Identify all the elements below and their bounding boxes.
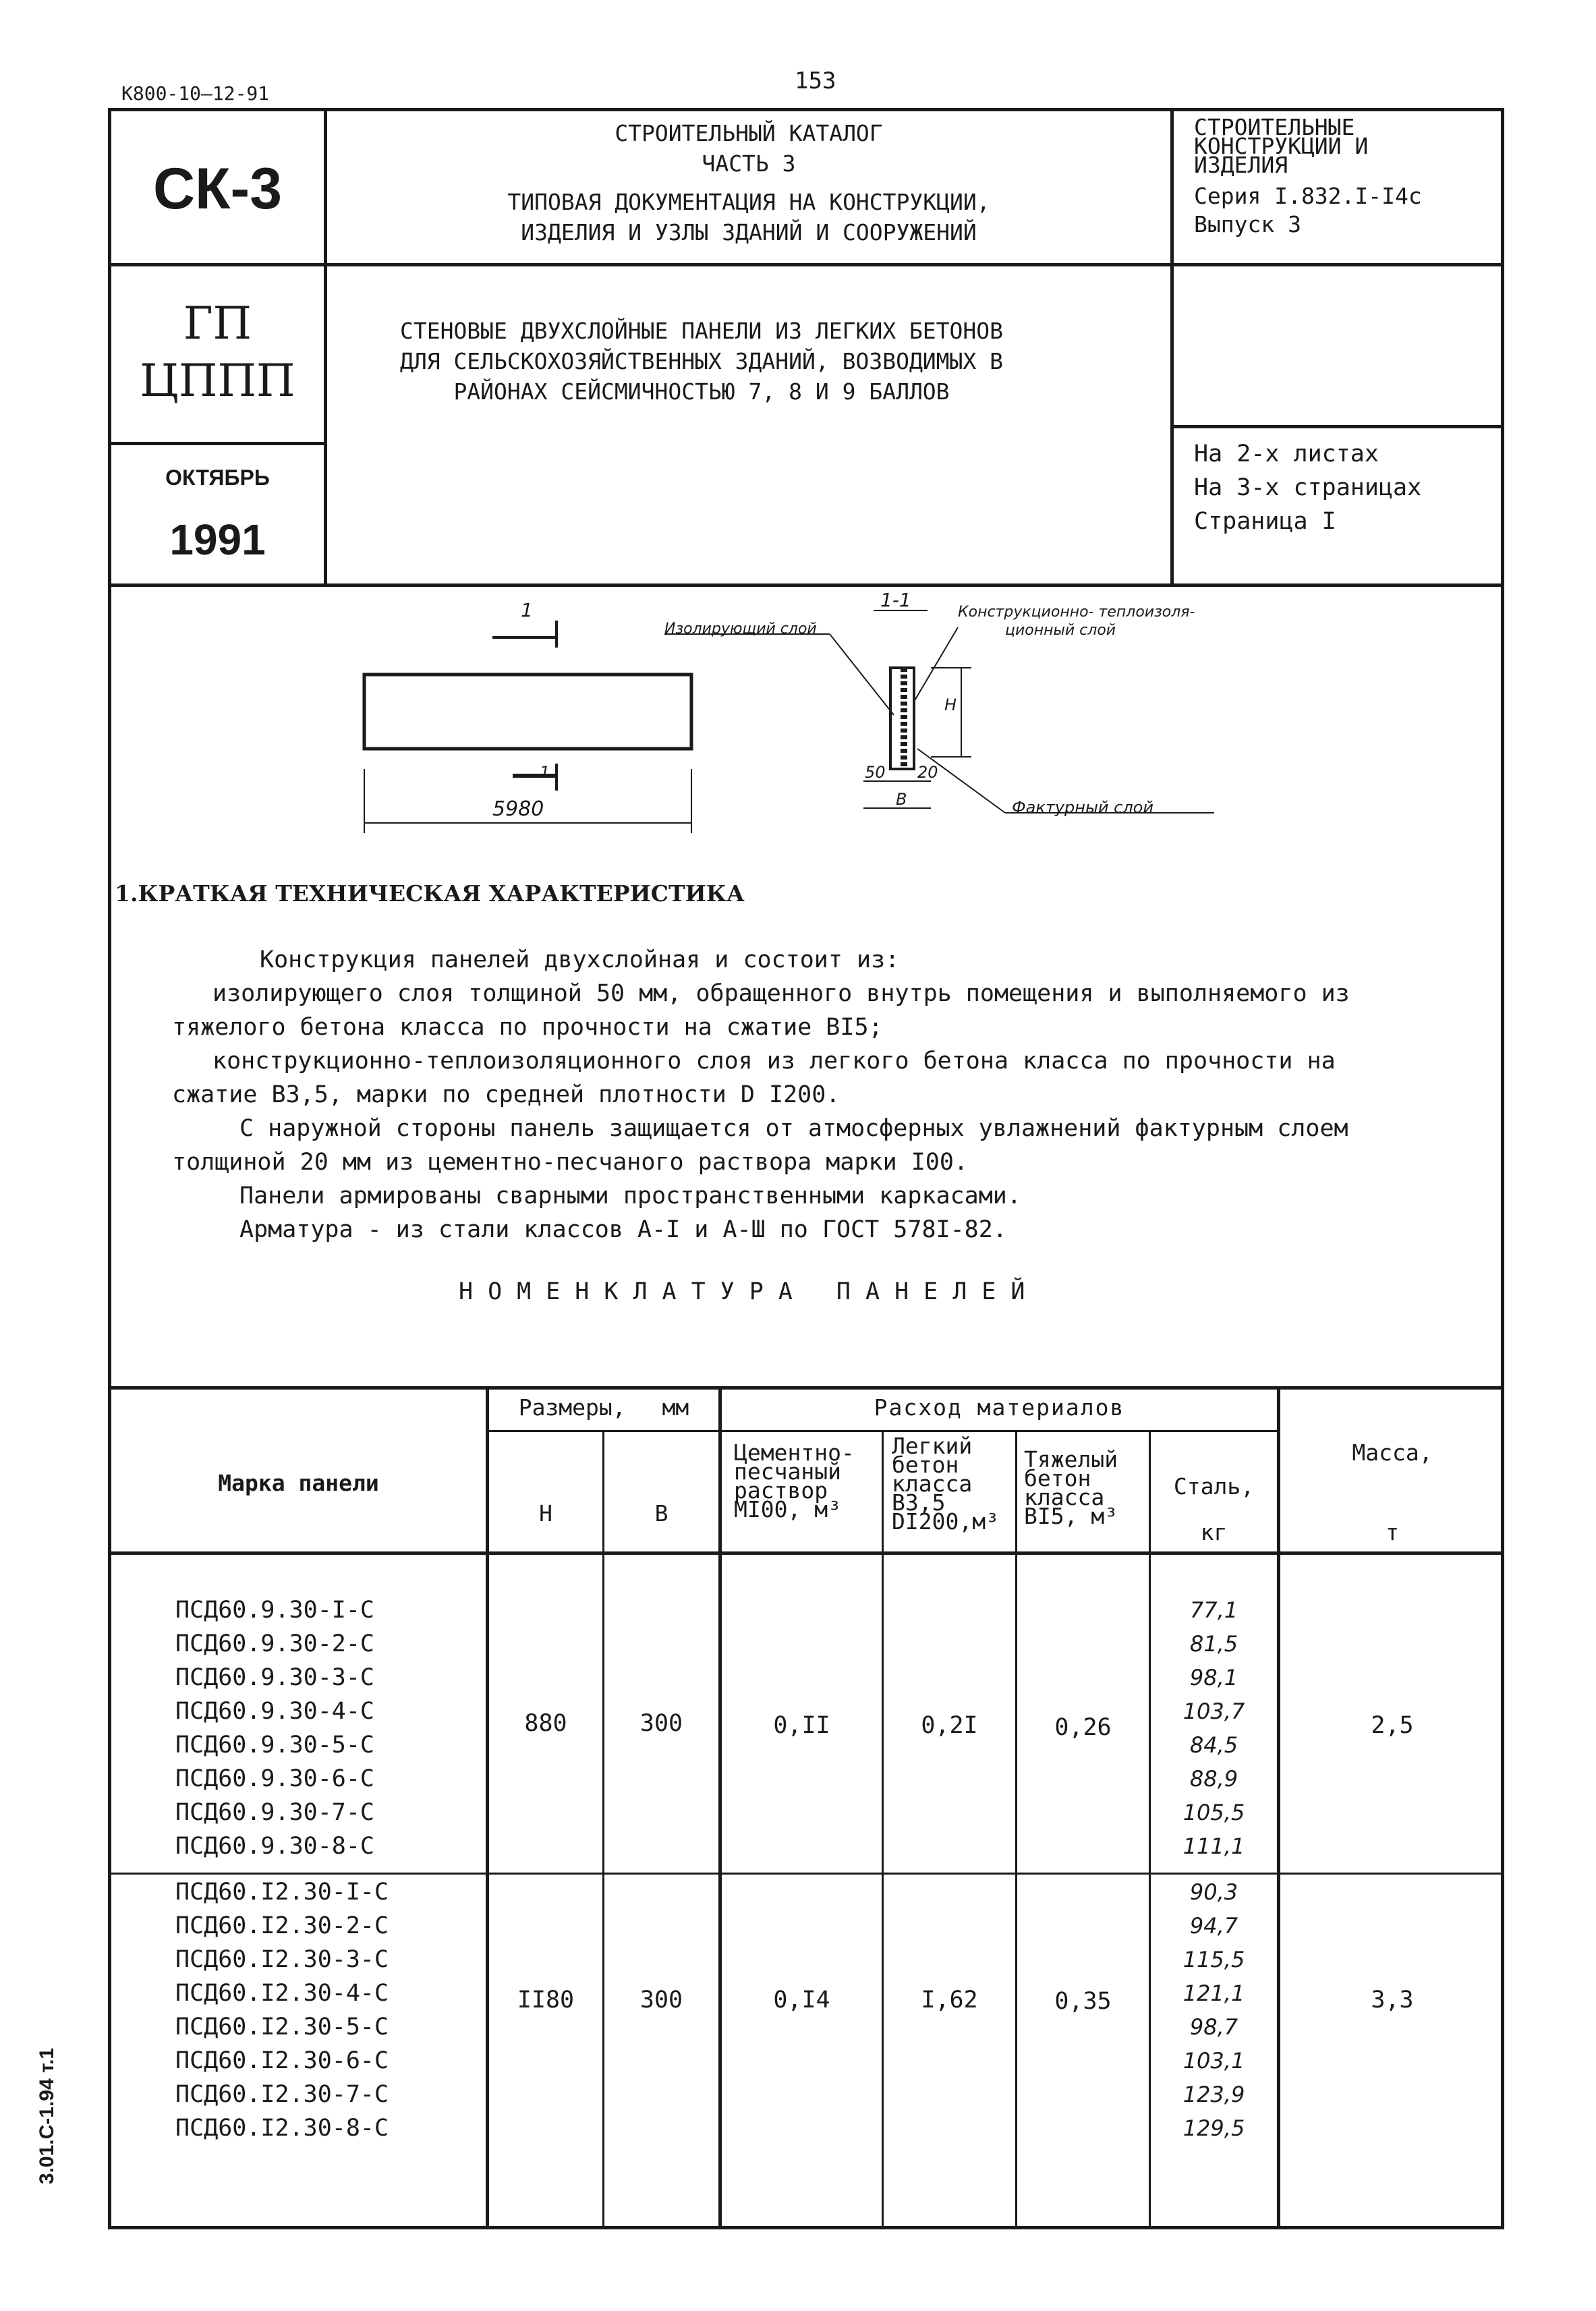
table-row-mark: ПСД60.I2.30-3-С bbox=[175, 1946, 389, 1973]
title-line: РАЙОНАХ СЕЙСМИЧНОСТЬЮ 7, 8 И 9 БАЛЛОВ bbox=[453, 378, 950, 405]
table-row-mark: ПСД60.9.30-7-С bbox=[175, 1799, 375, 1826]
table-row-mark: ПСД60.I2.30-I-С bbox=[175, 1879, 389, 1906]
group1-heavy: 0,26 bbox=[1054, 1714, 1112, 1741]
org-line-1: ГП bbox=[183, 297, 252, 349]
steel-value: 84,5 bbox=[1189, 1732, 1238, 1758]
col-mortar-header bbox=[734, 1439, 879, 1522]
col-mass-unit: т bbox=[1386, 1519, 1399, 1545]
issue-line: Выпуск 3 bbox=[1194, 211, 1301, 237]
insulating-layer-label: Изолирующий слой bbox=[664, 621, 817, 637]
col-heavy-header bbox=[1024, 1446, 1149, 1529]
table-row-mark: ПСД60.9.30-5-С bbox=[175, 1732, 375, 1759]
paragraph: Панели армированы сварными пространственными каркасами. bbox=[239, 1182, 1021, 1209]
catalog-line: ТИПОВАЯ ДОКУМЕНТАЦИЯ НА КОНСТРУКЦИИ, bbox=[507, 189, 990, 215]
group1-light: 0,2I bbox=[921, 1712, 978, 1739]
table-row-mark: ПСД60.I2.30-5-С bbox=[175, 2014, 389, 2041]
section-line: КОНСТРУКЦИИ И bbox=[1194, 133, 1369, 159]
heavy-line: Тяжелый bbox=[1024, 1446, 1118, 1473]
paragraph: Арматура - из стали классов А-I и А-Ш по ГОСТ 578I-82. bbox=[239, 1216, 1007, 1243]
steel-value: 103,1 bbox=[1182, 2048, 1245, 2074]
table-top bbox=[108, 1386, 1504, 1390]
steel-value: 98,1 bbox=[1189, 1665, 1238, 1690]
structural-layer-label-1: Конструкционно- теплоизоля- bbox=[958, 604, 1195, 621]
panel-outline bbox=[364, 675, 691, 749]
section-line: ИЗДЕЛИЯ bbox=[1194, 152, 1288, 178]
paragraph: толщиной 20 мм из цементно-песчаного раствора марки I00. bbox=[172, 1149, 969, 1176]
paragraph: тяжелого бетона класса по прочности на сжатие BI5; bbox=[172, 1014, 883, 1041]
group1-marks bbox=[175, 1593, 374, 1863]
group2-heavy: 0,35 bbox=[1054, 1988, 1112, 2015]
table-row-mark: ПСД60.9.30-6-С bbox=[175, 1765, 375, 1792]
leader-insulating-diag bbox=[830, 634, 894, 715]
light-line: класса bbox=[892, 1471, 973, 1497]
col-consumption-header: Расход материалов bbox=[874, 1394, 1125, 1421]
paragraph: сжатие В3,5, марки по средней плотности D I200. bbox=[172, 1081, 840, 1108]
table-row-mark: ПСД60.I2.30-7-С bbox=[175, 2081, 389, 2108]
steel-value: 103,7 bbox=[1182, 1699, 1245, 1724]
section-line: СТРОИТЕЛЬНЫЕ bbox=[1194, 114, 1355, 140]
year: 1991 bbox=[169, 515, 266, 564]
title-line: ДЛЯ СЕЛЬСКОХОЗЯЙСТВЕННЫХ ЗДАНИЙ, ВОЗВОДИМЫХ В bbox=[399, 348, 1004, 374]
col-light-header bbox=[892, 1433, 1013, 1535]
table-group-divider bbox=[108, 1873, 1504, 1875]
table-row-mark: ПСД60.I2.30-4-С bbox=[175, 1980, 389, 2007]
steel-value: 111,1 bbox=[1182, 1833, 1245, 1859]
table-row-mark: ПСД60.I2.30-2-С bbox=[175, 1912, 389, 1939]
col-mark-header: Марка панели bbox=[218, 1470, 379, 1496]
group1-steel bbox=[1151, 1593, 1277, 1863]
sheets-line: На 2-х листах bbox=[1194, 440, 1379, 467]
col-sizes-header bbox=[489, 1395, 718, 1420]
light-line: DI200,м³ bbox=[892, 1508, 999, 1535]
paragraph: Конструкция панелей двухслойная и состоит из: bbox=[260, 946, 900, 973]
header-row-line-2r bbox=[1170, 425, 1504, 428]
title-line: СТЕНОВЫЕ ДВУХСЛОЙНЫЕ ПАНЕЛИ ИЗ ЛЕГКИХ БЕТОНОВ bbox=[399, 318, 1004, 344]
sheets-info bbox=[1194, 437, 1421, 538]
sheets-line: Страница I bbox=[1194, 508, 1336, 535]
group1-h: 880 bbox=[524, 1710, 567, 1737]
section-label: 1-1 bbox=[880, 589, 911, 611]
steel-value: 94,7 bbox=[1189, 1913, 1238, 1939]
light-line: Легкий bbox=[892, 1433, 973, 1459]
sheets-line: На 3-х страницах bbox=[1194, 474, 1422, 501]
section-mark-bottom: 1 bbox=[540, 763, 550, 782]
series-line: Серия I.832.I-I4с bbox=[1194, 183, 1422, 209]
dim-20: 20 bbox=[917, 763, 938, 782]
paragraph: конструкционно-теплоизоляционного слоя из легкого бетона класса по прочности на bbox=[212, 1048, 1336, 1075]
steel-value: 123,9 bbox=[1182, 2082, 1245, 2107]
table-header-bottom bbox=[108, 1551, 1504, 1555]
catalog-title bbox=[327, 118, 1170, 248]
group2-light: I,62 bbox=[921, 1987, 978, 2014]
org-line-2: ЦППП bbox=[140, 355, 295, 407]
steel-value: 121,1 bbox=[1182, 1980, 1245, 2006]
side-code: 3.01.С-1.94 т.1 bbox=[36, 2047, 58, 2185]
header-row-line-1 bbox=[108, 263, 1504, 266]
light-line: бетон bbox=[892, 1452, 959, 1478]
group2-mass: 3,3 bbox=[1371, 1987, 1414, 2014]
table-row-mark: ПСД60.9.30-8-С bbox=[175, 1833, 375, 1860]
table-row-mark: ПСД60.9.30-I-С bbox=[175, 1597, 375, 1624]
paragraph: изолирующего слоя толщиной 50 мм, обращенного внутрь помещения и выполняемого из bbox=[212, 980, 1350, 1007]
table-col-heavy bbox=[1015, 1430, 1017, 2229]
document-code: K800-10—12-91 bbox=[121, 82, 270, 105]
mortar-line: МI00, м³ bbox=[734, 1496, 841, 1522]
group2-mortar: 0,I4 bbox=[773, 1987, 830, 2014]
steel-value: 88,9 bbox=[1189, 1766, 1238, 1792]
length-label: 5980 bbox=[492, 797, 544, 821]
table-row-mark: ПСД60.I2.30-6-С bbox=[175, 2047, 389, 2074]
heavy-line: бетон bbox=[1024, 1465, 1091, 1491]
group2-marks bbox=[175, 1875, 389, 2145]
facing-layer-label: Фактурный слой bbox=[1012, 798, 1153, 817]
catalog-line: ЧАСТЬ 3 bbox=[702, 150, 796, 177]
table-subheader-line bbox=[486, 1430, 1280, 1432]
steel-value: 81,5 bbox=[1189, 1631, 1238, 1657]
header-row-line-2 bbox=[108, 442, 327, 445]
light-line: В3,5 bbox=[892, 1489, 946, 1516]
month: ОКТЯБРЬ bbox=[165, 465, 270, 490]
page-number: 153 bbox=[795, 67, 836, 94]
col-steel-header: Сталь, bbox=[1173, 1473, 1255, 1500]
document-title bbox=[327, 316, 1076, 407]
table-row-mark: ПСД60.9.30-2-С bbox=[175, 1630, 375, 1657]
structural-layer-label-2: ционный слой bbox=[1005, 622, 1116, 639]
group1-mortar: 0,II bbox=[773, 1712, 830, 1739]
mortar-line: раствор bbox=[734, 1477, 828, 1504]
group2-steel bbox=[1151, 1875, 1277, 2145]
dim-h: Н bbox=[944, 695, 957, 714]
steel-value: 98,7 bbox=[1189, 2014, 1238, 2040]
catalog-line: СТРОИТЕЛЬНЫЙ КАТАЛОГ bbox=[615, 120, 883, 146]
heavy-line: BI5, м³ bbox=[1024, 1503, 1118, 1529]
table-col-mass bbox=[1277, 1386, 1280, 2229]
group2-h: II80 bbox=[517, 1987, 575, 2014]
steel-value: 115,5 bbox=[1182, 1947, 1245, 1972]
mortar-line: песчаный bbox=[734, 1458, 841, 1485]
table-col-light bbox=[882, 1430, 884, 2229]
steel-value: 105,5 bbox=[1182, 1800, 1245, 1825]
dim-b: В bbox=[896, 790, 907, 809]
header-divider-right bbox=[1170, 108, 1174, 587]
heavy-line: класса bbox=[1024, 1484, 1105, 1510]
table-row-mark: ПСД60.9.30-3-С bbox=[175, 1664, 375, 1691]
mortar-line: Цементно- bbox=[734, 1439, 855, 1466]
steel-value: 77,1 bbox=[1189, 1597, 1238, 1623]
group1-b: 300 bbox=[639, 1710, 683, 1737]
col-sizes-label: Размеры, bbox=[518, 1394, 626, 1421]
ck-code: СК-3 bbox=[152, 156, 283, 221]
group2-b: 300 bbox=[639, 1987, 683, 2014]
catalog-line: ИЗДЕЛИЯ И УЗЛЫ ЗДАНИЙ И СООРУЖЕНИЙ bbox=[521, 219, 977, 246]
col-sizes-unit: мм bbox=[662, 1394, 689, 1421]
col-mass-header: Масса, bbox=[1352, 1439, 1433, 1466]
col-b-header: В bbox=[654, 1500, 668, 1527]
section-mark-top: 1 bbox=[521, 599, 533, 621]
steel-value: 129,5 bbox=[1182, 2115, 1245, 2141]
section-info bbox=[1194, 114, 1491, 238]
table-col-mortar bbox=[718, 1386, 722, 2229]
section-heading: 1.КРАТКАЯ ТЕХНИЧЕСКАЯ ХАРАКТЕРИСТИКА bbox=[115, 880, 745, 907]
characteristics-text bbox=[172, 943, 1494, 1247]
table-col-b bbox=[602, 1430, 604, 2229]
paragraph: С наружной стороны панель защищается от атмосферных увлажнений фактурным слоем bbox=[239, 1115, 1348, 1142]
group1-mass: 2,5 bbox=[1371, 1712, 1414, 1739]
steel-value: 90,3 bbox=[1189, 1879, 1238, 1905]
table-row-mark: ПСД60.9.30-4-С bbox=[175, 1698, 375, 1725]
table-row-mark: ПСД60.I2.30-8-С bbox=[175, 2115, 389, 2142]
col-steel-unit: кг bbox=[1200, 1519, 1228, 1545]
nomenclature-heading: НОМЕНКЛАТУРА ПАНЕЛЕЙ bbox=[459, 1278, 1040, 1305]
dim-50: 50 bbox=[865, 763, 886, 782]
col-h-header: Н bbox=[539, 1500, 552, 1527]
